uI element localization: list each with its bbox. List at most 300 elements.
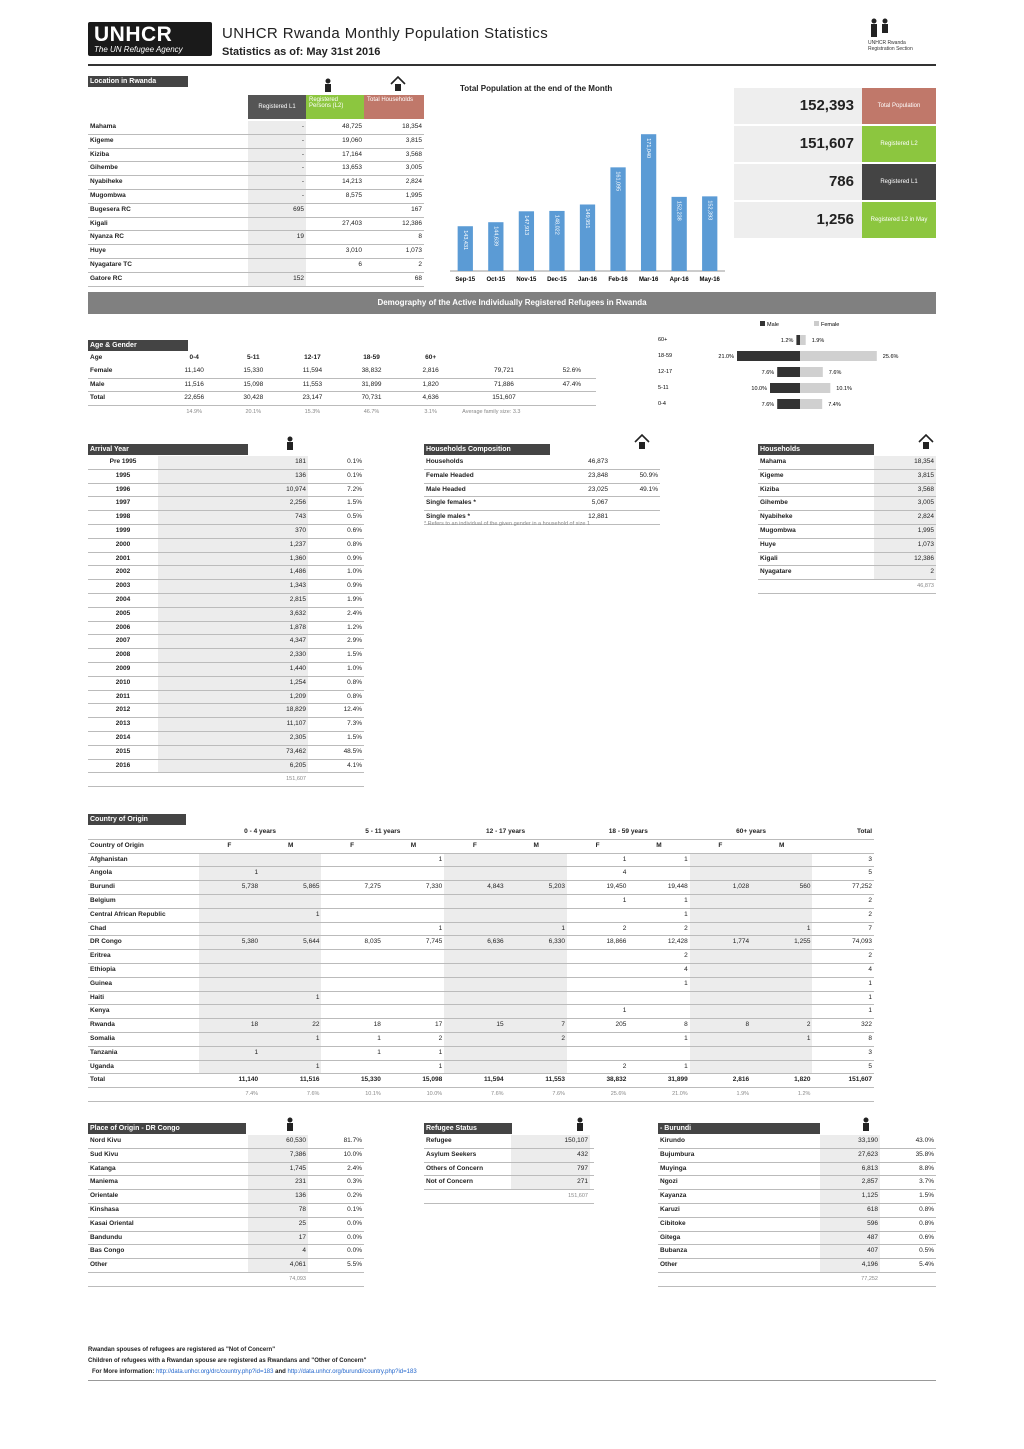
table-row [88, 121, 424, 134]
arrival-count: 11,107 [158, 718, 308, 732]
arrival-count: 18,829 [158, 704, 308, 718]
origin-value [199, 1060, 260, 1074]
arrival-year: 2007 [88, 635, 158, 649]
arrival-year: 2015 [88, 745, 158, 759]
kpi-value: 786 [828, 173, 854, 190]
arrival-pct: 1.2% [308, 621, 364, 635]
origin-value [690, 922, 751, 936]
origin-value [690, 908, 751, 922]
origin-value [690, 867, 751, 881]
house-icon [918, 434, 934, 450]
table-row [88, 497, 364, 511]
origin-value [199, 908, 260, 922]
spacer [590, 1190, 594, 1204]
arrival-pct: 0.8% [308, 690, 364, 704]
origin-value [260, 867, 321, 881]
origin-value [628, 1005, 689, 1019]
origin-value [751, 991, 812, 1005]
age-gender-table [88, 352, 596, 419]
row-pct: 0.5% [880, 1245, 936, 1259]
row-pct: 2.4% [308, 1162, 364, 1176]
country-name: Tanzania [88, 1046, 199, 1060]
pyramid-male-bar [796, 335, 800, 345]
origin-value [751, 1046, 812, 1060]
origin-value [321, 908, 382, 922]
origin-value [567, 977, 628, 991]
origin-value: 1 [383, 853, 444, 867]
refugee-status-table [424, 1135, 594, 1204]
arrival-year: 2003 [88, 580, 158, 594]
bar-data-label: 152,238 [675, 200, 682, 221]
row-pct: 8.8% [880, 1162, 936, 1176]
pyramid-male-bar [770, 383, 800, 393]
age-group-header: 60+ years [690, 826, 813, 839]
row-count: 271 [511, 1176, 590, 1190]
age-value: 15,098 [243, 380, 264, 388]
total-row [424, 1190, 594, 1204]
location-table [88, 121, 424, 287]
arrival-pct: 0.1% [308, 456, 364, 469]
origin-value [444, 894, 505, 908]
row-pct: 0.0% [308, 1245, 364, 1259]
kpi-label: Registered L2 in May [862, 202, 936, 238]
origin-value: 2 [628, 950, 689, 964]
origin-value [321, 922, 382, 936]
table-row [88, 1032, 874, 1046]
households-location: Huye [758, 538, 874, 552]
arrival-pct: 1.5% [308, 731, 364, 745]
table-row [758, 538, 936, 552]
origin-value: 4,843 [444, 881, 505, 895]
age-group-header: 12 - 17 years [444, 826, 567, 839]
arrival-count: 2,305 [158, 731, 308, 745]
table-row [88, 1203, 364, 1217]
origin-value [751, 1060, 812, 1074]
country-name: Somalia [88, 1032, 199, 1046]
table-row [658, 1231, 936, 1245]
table-row [88, 1190, 364, 1204]
households-value: 8 [364, 231, 424, 245]
row-count: 6,813 [820, 1162, 880, 1176]
age-value: 22,656 [184, 394, 205, 402]
location-name: Huye [88, 245, 248, 259]
origin-value [321, 894, 382, 908]
age-pct: 14.9% [186, 409, 202, 416]
table-row [88, 690, 364, 704]
households-count: 2,824 [874, 511, 936, 525]
origin-value [199, 1032, 260, 1046]
origin-value [506, 1060, 567, 1074]
x-tick-label: Dec-15 [547, 277, 567, 283]
origin-value: 1 [812, 991, 874, 1005]
composition-header: Households Composition [424, 444, 550, 455]
country-name: Central African Republic [88, 908, 199, 922]
people-icon [868, 18, 894, 38]
origin-value: 205 [567, 1019, 628, 1033]
arrival-year: 2005 [88, 607, 158, 621]
origin-total-value: 31,899 [628, 1074, 689, 1088]
arrival-year-table [88, 456, 364, 787]
row-label: Katanga [88, 1162, 248, 1176]
registered-l2-value [306, 231, 364, 245]
arrival-year: 2012 [88, 704, 158, 718]
burundi-header: - Burundi [658, 1123, 820, 1134]
bar-data-label: 148,022 [553, 214, 560, 235]
age-header-row [88, 352, 596, 365]
origin-value [628, 1046, 689, 1060]
pyramid-male-bar [777, 367, 800, 377]
households-count: 3,005 [874, 497, 936, 511]
x-tick-label: Mar-16 [638, 277, 659, 283]
registered-l1-value: 695 [248, 203, 306, 217]
age-group-header: Total [812, 826, 874, 839]
composition-count: 23,025 [550, 483, 610, 497]
origin-value [628, 867, 689, 881]
row-count: 27,623 [820, 1148, 880, 1162]
table-row [758, 511, 936, 525]
row-pct: 5.4% [880, 1259, 936, 1273]
topright-line1: UNHCR Rwanda [868, 40, 906, 46]
origin-value: 1 [628, 977, 689, 991]
pyramid-male-bar [777, 399, 800, 409]
table-row [424, 497, 660, 511]
origin-value [444, 1046, 505, 1060]
arrival-count: 73,462 [158, 745, 308, 759]
kpi-label: Registered L1 [862, 164, 936, 200]
location-name: Gihembe [88, 162, 248, 176]
total-row [758, 580, 936, 594]
origin-value [383, 977, 444, 991]
row-label: Other [88, 1259, 248, 1273]
refugee-status-header: Refugee Status [424, 1123, 512, 1134]
table-row [88, 456, 364, 469]
origin-value [444, 1060, 505, 1074]
pyramid-female-bar [800, 351, 877, 361]
arrival-total: 151,607 [158, 773, 308, 787]
origin-value: 2 [812, 950, 874, 964]
age-value: 11,140 [184, 366, 204, 374]
footer-line3 [92, 1369, 417, 1375]
table-row [88, 1135, 364, 1148]
origin-pct: 1.9% [690, 1088, 751, 1102]
row-label: Muyinga [658, 1162, 820, 1176]
arrival-pct: 1.0% [308, 662, 364, 676]
origin-value [751, 1005, 812, 1019]
households-count: 1,995 [874, 524, 936, 538]
households-value: 1,995 [364, 189, 424, 203]
age-col-header: Age [90, 354, 103, 361]
kpi-value: 152,393 [799, 97, 854, 114]
table-row [758, 483, 936, 497]
x-tick-label: Oct-15 [486, 277, 506, 283]
table-row [758, 456, 936, 469]
row-count: 4,196 [820, 1259, 880, 1273]
table-row [88, 936, 874, 950]
registered-l2-value: 19,060 [306, 134, 364, 148]
origin-value [567, 963, 628, 977]
registered-l1-value [248, 258, 306, 272]
burundi-table [658, 1135, 936, 1287]
table-row [424, 1176, 594, 1190]
households-count: 3,815 [874, 469, 936, 483]
pyramid-female-value: 25.6% [882, 354, 899, 360]
origin-value [383, 991, 444, 1005]
origin-value [321, 1005, 382, 1019]
age-value: 2,816 [422, 366, 439, 374]
age-value: 151,607 [492, 394, 516, 402]
origin-total-value: 1,820 [751, 1074, 812, 1088]
origin-value [199, 950, 260, 964]
origin-value: 5,203 [506, 881, 567, 895]
table-row [88, 552, 364, 566]
origin-value: 1 [567, 1005, 628, 1019]
origin-value: 1 [383, 922, 444, 936]
burundi-link[interactable]: http://data.unhcr.org/burundi/country.php?id=183 [287, 1369, 417, 1375]
origin-value [690, 894, 751, 908]
place-drc-header: Place of Origin - DR Congo [88, 1123, 246, 1134]
arrival-year: 2013 [88, 718, 158, 732]
composition-pct: 50.9% [610, 469, 660, 483]
arrival-year: 1995 [88, 469, 158, 483]
origin-value: 1 [628, 853, 689, 867]
origin-value [199, 977, 260, 991]
origin-total-value: 11,516 [260, 1074, 321, 1088]
arrival-year: 1996 [88, 483, 158, 497]
table-row [88, 1162, 364, 1176]
pct-row [88, 1088, 874, 1102]
arrival-pct: 0.5% [308, 511, 364, 525]
table-row [758, 566, 936, 580]
origin-value [383, 867, 444, 881]
origin-value [321, 963, 382, 977]
origin-value [690, 1046, 751, 1060]
row-count: 17 [248, 1231, 308, 1245]
row-count: 432 [511, 1148, 590, 1162]
registered-l1-value: - [248, 162, 306, 176]
composition-count: 46,873 [550, 456, 610, 469]
origin-pct: 25.6% [567, 1088, 628, 1102]
origin-value: 8 [690, 1019, 751, 1033]
origin-sub-header: F [444, 839, 505, 853]
origin-value: 1 [383, 1046, 444, 1060]
row-label: Bas Congo [88, 1245, 248, 1259]
origin-value [690, 1060, 751, 1074]
arrival-year: 2009 [88, 662, 158, 676]
origin-pct [88, 1088, 199, 1102]
average-family-size: Average family size: 3.3 [462, 409, 521, 416]
origin-value: 3 [812, 1046, 874, 1060]
table-row [88, 580, 364, 594]
origin-value: 1,774 [690, 936, 751, 950]
origin-value: 6,330 [506, 936, 567, 950]
row-pct: 43.0% [880, 1135, 936, 1148]
age-value: 31,899 [361, 380, 382, 388]
arrival-pct: 1.0% [308, 566, 364, 580]
pyramid-male-value: 7.6% [761, 402, 775, 408]
origin-value [628, 991, 689, 1005]
table-row [88, 1005, 874, 1019]
table-row [658, 1245, 936, 1259]
arrival-count: 10,974 [158, 483, 308, 497]
origin-value [690, 950, 751, 964]
table-row [88, 853, 874, 867]
table-row [88, 231, 424, 245]
row-pct: 10.0% [308, 1148, 364, 1162]
registered-l2-value: 3,010 [306, 245, 364, 259]
origin-sub-header: F [321, 839, 382, 853]
origin-pct: 10.0% [383, 1088, 444, 1102]
origin-value: 5,865 [260, 881, 321, 895]
age-pct: 15.3% [304, 409, 321, 416]
table-row [88, 1148, 364, 1162]
households-location: Nyagatare [758, 566, 874, 580]
households-table [758, 456, 936, 594]
arrival-count: 2,256 [158, 497, 308, 511]
row-label: Maniema [88, 1176, 248, 1190]
origin-value: 8 [812, 1032, 874, 1046]
origin-pct: 7.4% [199, 1088, 260, 1102]
arrival-year-header: Arrival Year [88, 444, 248, 455]
origin-value: 1,028 [690, 881, 751, 895]
households-location: Kigali [758, 552, 874, 566]
arrival-pct: 2.4% [308, 607, 364, 621]
country-name: Ethiopia [88, 963, 199, 977]
spacer [758, 580, 874, 594]
arrival-count: 136 [158, 469, 308, 483]
table-row [88, 1019, 874, 1033]
x-tick-label: Feb-16 [608, 277, 628, 283]
table-total: 151,607 [511, 1190, 590, 1204]
population-bar-chart [440, 95, 730, 290]
row-label: Ngozi [658, 1176, 820, 1190]
origin-value: 19,450 [567, 881, 628, 895]
row-pct [590, 1162, 594, 1176]
row-pct: 81.7% [308, 1135, 364, 1148]
age-row [88, 365, 596, 378]
kpi-card [734, 88, 936, 124]
row-pct: 1.5% [880, 1190, 936, 1204]
arrival-year: 2016 [88, 759, 158, 773]
origin-value: 1 [506, 922, 567, 936]
origin-value [506, 950, 567, 964]
country-name: Chad [88, 922, 199, 936]
households-count: 2 [874, 566, 936, 580]
table-row [88, 759, 364, 773]
origin-value: 5,644 [260, 936, 321, 950]
legend-female-label: Female [821, 322, 840, 328]
header-divider [88, 64, 936, 66]
row-count: 797 [511, 1162, 590, 1176]
row-count: 1,745 [248, 1162, 308, 1176]
arrival-pct: 0.8% [308, 676, 364, 690]
table-row [758, 552, 936, 566]
age-value: 1,820 [422, 380, 439, 388]
table-row [88, 950, 874, 964]
row-label: Asylum Seekers [424, 1148, 511, 1162]
location-name: Nyanza RC [88, 231, 248, 245]
table-row [88, 148, 424, 162]
row-pct: 0.6% [880, 1231, 936, 1245]
country-of-origin-table [88, 826, 874, 1102]
registration-section-badge [868, 18, 934, 52]
registered-l2-value: 27,403 [306, 217, 364, 231]
kpi-card [734, 126, 936, 162]
registered-l1-value: 152 [248, 272, 306, 286]
origin-value [321, 950, 382, 964]
spacer [880, 1272, 936, 1286]
origin-total-value: 11,140 [199, 1074, 260, 1088]
arrival-year: 2014 [88, 731, 158, 745]
origin-value [751, 977, 812, 991]
pyramid-male-value: 1.2% [780, 338, 794, 344]
age-pct-spacer [88, 406, 165, 419]
origin-value [444, 1005, 505, 1019]
households-location: Nyabiheke [758, 511, 874, 525]
arrival-year: 2010 [88, 676, 158, 690]
arrival-count: 2,330 [158, 649, 308, 663]
table-row [424, 1135, 594, 1148]
pyramid-male-value: 21.0% [718, 354, 734, 360]
pyramid-age-label: 12-17 [658, 369, 673, 375]
table-row [88, 1259, 364, 1273]
origin-value [690, 991, 751, 1005]
age-group-header: 5 - 11 years [321, 826, 444, 839]
pyramid-female-bar [800, 367, 823, 377]
origin-value: 8 [628, 1019, 689, 1033]
country-name: Kenya [88, 1005, 199, 1019]
person-icon [860, 1117, 872, 1131]
arrival-year: 1999 [88, 524, 158, 538]
table-row [88, 977, 874, 991]
households-value: 12,386 [364, 217, 424, 231]
origin-value: 2 [567, 922, 628, 936]
row-pct: 3.7% [880, 1176, 936, 1190]
row-count: 7,386 [248, 1148, 308, 1162]
table-row [88, 245, 424, 259]
origin-value [690, 963, 751, 977]
origin-value: 1 [321, 1032, 382, 1046]
arrival-count: 4,347 [158, 635, 308, 649]
kpi-card [734, 164, 936, 200]
x-tick-label: Sep-15 [455, 277, 476, 283]
origin-value [321, 867, 382, 881]
origin-value: 5 [812, 1060, 874, 1074]
pyramid-female-bar [800, 399, 822, 409]
footer-and: and [275, 1369, 286, 1375]
spacer [88, 826, 199, 839]
origin-value [506, 977, 567, 991]
location-name: Mahama [88, 121, 248, 134]
arrival-pct: 0.9% [308, 552, 364, 566]
table-total: 74,093 [248, 1272, 308, 1286]
composition-pct [610, 497, 660, 511]
registered-l2-value: 13,653 [306, 162, 364, 176]
col-registered-l2: Registered Persons (L2) [306, 95, 364, 119]
arrival-count: 1,440 [158, 662, 308, 676]
table-row [424, 1162, 594, 1176]
origin-value [506, 867, 567, 881]
origin-value [260, 1005, 321, 1019]
row-count: 596 [820, 1217, 880, 1231]
origin-value [199, 922, 260, 936]
origin-value [751, 950, 812, 964]
spacer [308, 773, 364, 787]
row-pct: 0.0% [308, 1217, 364, 1231]
age-row-label: Total [90, 394, 106, 402]
drc-link[interactable]: http://data.unhcr.org/drc/country.php?id=183 [156, 1369, 274, 1375]
origin-value: 2 [506, 1032, 567, 1046]
age-value: 52.6% [562, 366, 582, 374]
